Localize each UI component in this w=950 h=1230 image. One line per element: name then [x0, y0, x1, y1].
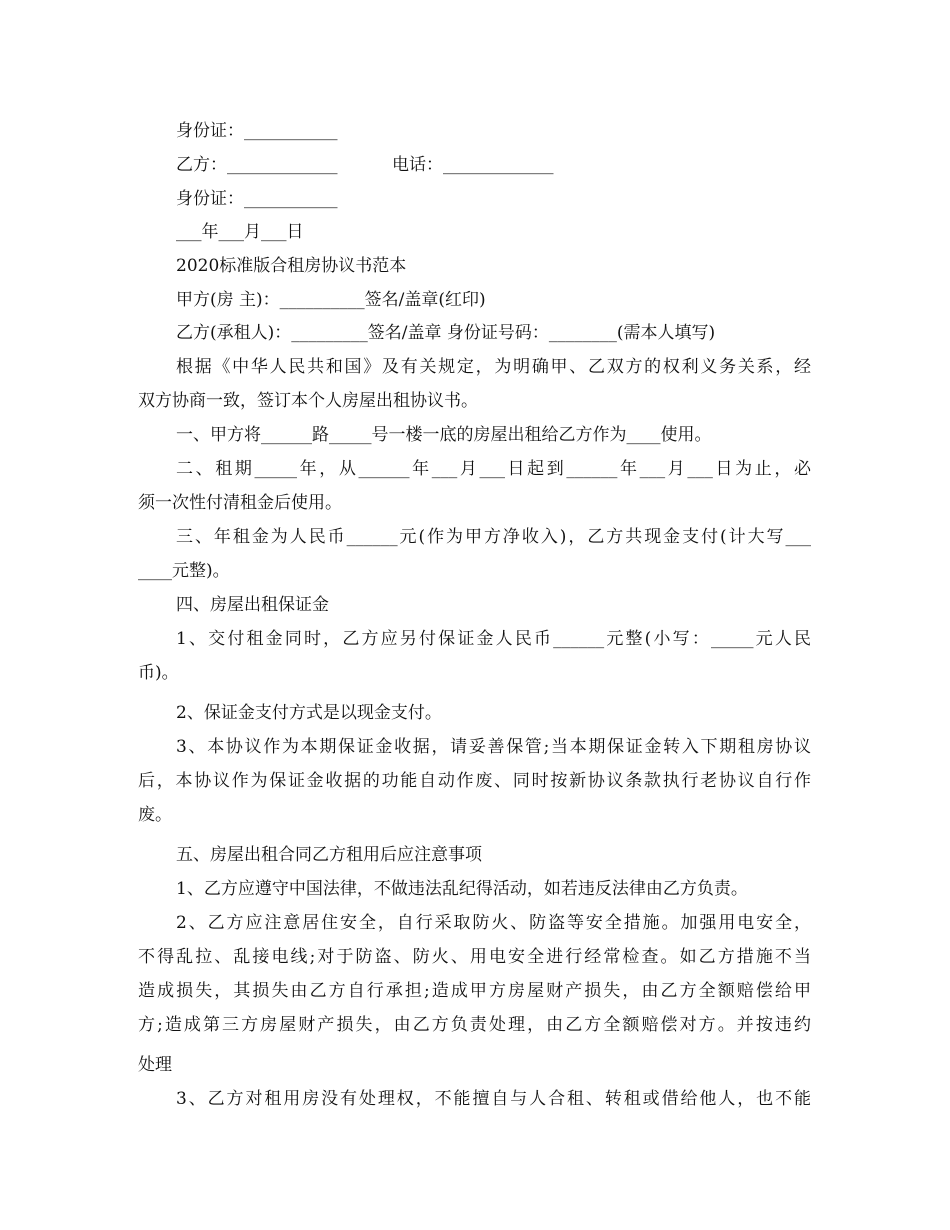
party-a-signature-line: 甲方(房 主)：__________签名/盖章(红印): [176, 290, 486, 310]
party-b-line: 乙方：_____________: [176, 155, 338, 175]
clause-3-line-2: ____元整)。: [138, 561, 230, 581]
clause-4-3-line-3: 废。: [138, 805, 172, 825]
id-card-line-1: 身份证：___________: [176, 121, 338, 141]
intro-paragraph-line-2: 双方协商一致，签订本个人房屋出租协议书。: [138, 391, 478, 411]
clause-5-2-line-1: 2、乙方应注意居住安全，自行采取防火、防盗等安全措施。加强用电安全，: [176, 913, 811, 933]
clause-4-1-line-2: 币)。: [138, 663, 179, 683]
clause-4-heading: 四、房屋出租保证金: [176, 595, 329, 615]
clause-5-2-line-5: 处理: [138, 1055, 172, 1075]
clause-2-line-1: 二、租期_____年，从______年___月___日起到______年___月___日为止，必: [176, 459, 811, 479]
document-title: 2020标准版合租房协议书范本: [176, 256, 407, 276]
clause-2-line-2: 须一次性付清租金后使用。: [138, 493, 342, 513]
id-card-line-2: 身份证：___________: [176, 189, 338, 209]
clause-5-1: 1、乙方应遵守中国法律，不做违法乱纪得活动，如若违反法律由乙方负责。: [176, 879, 748, 899]
party-b-signature-line: 乙方(承租人)：_________签名/盖章 身份证号码：________(需本人填写): [176, 323, 716, 343]
clause-4-3-line-2: 后，本协议作为保证金收据的功能自动作废、同时按新协议条款执行老协议自行作: [138, 771, 811, 791]
clause-1: 一、甲方将______路_____号一楼一底的房屋出租给乙方作为____使用。: [176, 425, 712, 445]
date-line: ___年___月___日: [176, 222, 304, 242]
clause-5-2-line-3: 造成损失，其损失由乙方自行承担;造成甲方房屋财产损失，由乙方全额赔偿给甲: [138, 981, 811, 1001]
clause-5-2-line-4: 方;造成第三方房屋财产损失，由乙方负责处理，由乙方全额赔偿对方。并按违约: [138, 1015, 811, 1035]
clause-5-heading: 五、房屋出租合同乙方租用后应注意事项: [176, 845, 482, 865]
intro-paragraph-line-1: 根据《中华人民共和国》及有关规定，为明确甲、乙双方的权利义务关系，经: [176, 357, 811, 377]
clause-4-3-line-1: 3、本协议作为本期保证金收据，请妥善保管;当本期保证金转入下期租房协议: [176, 737, 811, 757]
clause-5-3-line-1: 3、乙方对租用房没有处理权，不能擅自与人合租、转租或借给他人，也不能: [176, 1089, 811, 1109]
phone-line: 电话：_____________: [392, 155, 554, 175]
clause-4-2: 2、保证金支付方式是以现金支付。: [176, 703, 442, 723]
clause-3-line-1: 三、年租金为人民币______元(作为甲方净收入)，乙方共现金支付(计大写___: [176, 527, 811, 547]
clause-4-1-line-1: 1、交付租金同时，乙方应另付保证金人民币______元整(小写：_____元人民: [176, 629, 811, 649]
clause-5-2-line-2: 不得乱拉、乱接电线;对于防盗、防火、用电安全进行经常检查。如乙方措施不当: [138, 947, 811, 967]
